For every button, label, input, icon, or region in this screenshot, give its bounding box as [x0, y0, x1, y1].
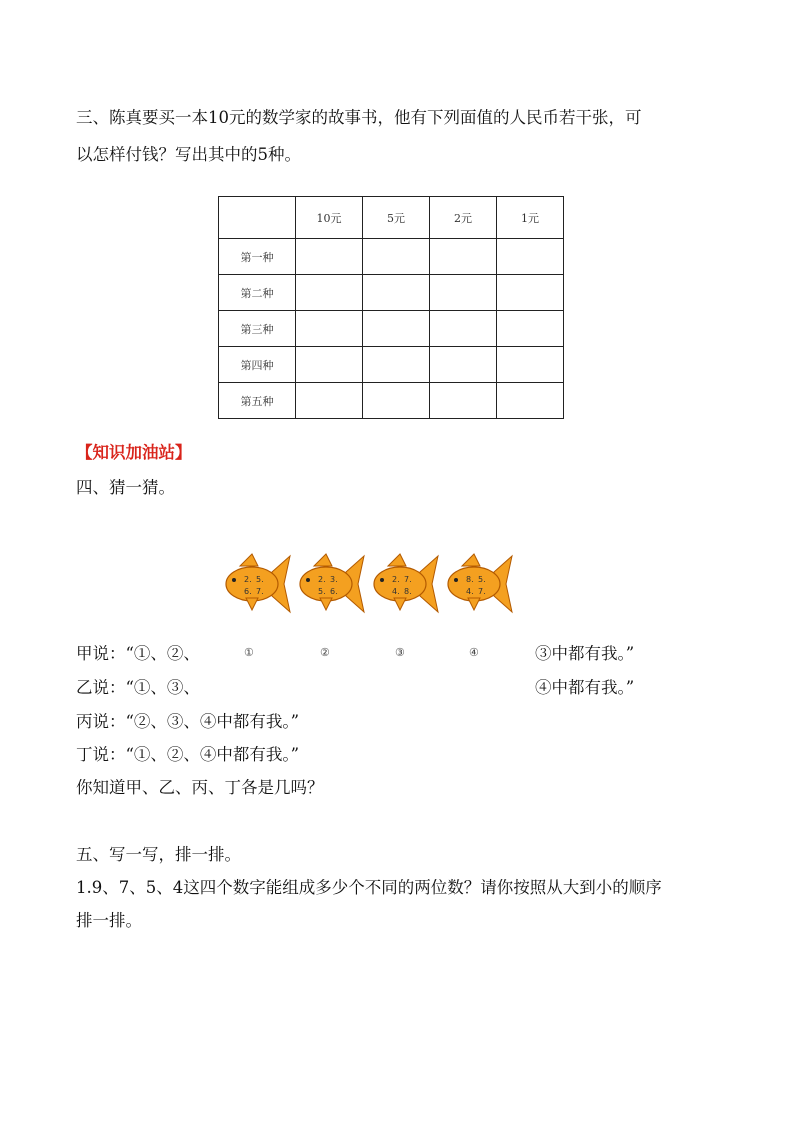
q5-text-line1: 1.9、7、5、4这四个数字能组成多少个不同的两位数？请你按照从大到小的顺序: [76, 878, 662, 897]
row-label: 第二种: [219, 275, 296, 311]
fish-number: 2.: [318, 575, 326, 584]
payment-table: [218, 196, 564, 419]
answer-cell[interactable]: [363, 275, 430, 311]
fish-number: 3.: [330, 575, 338, 584]
fish-3-icon: [370, 552, 440, 616]
table-row: [219, 311, 564, 347]
answer-cell[interactable]: [363, 383, 430, 419]
answer-cell[interactable]: [363, 311, 430, 347]
yi-statement-end: ④中都有我。”: [535, 678, 635, 697]
fish-number: 7.: [478, 587, 486, 596]
fish-number: 4.: [392, 587, 400, 596]
answer-cell[interactable]: [430, 239, 497, 275]
fish-number: 8.: [404, 587, 412, 596]
section-tag: 【知识加油站】: [76, 443, 192, 462]
fish-1-icon: [222, 552, 292, 616]
table-row: [219, 239, 564, 275]
fish-number: 6.: [330, 587, 338, 596]
q4-title: 四、猜一猜。: [76, 478, 175, 497]
q5-title: 五、写一写，排一排。: [76, 845, 241, 864]
answer-cell[interactable]: [497, 311, 564, 347]
q3-text-line1: 三、陈真要买一本10元的数学家的故事书，他有下列面值的人民币若干张，可: [76, 108, 642, 127]
fish-2-icon: [296, 552, 366, 616]
answer-cell[interactable]: [430, 275, 497, 311]
q4-question: 你知道甲、乙、丙、丁各是几吗？: [76, 778, 324, 797]
q3-text-line2: 以怎样付钱？写出其中的5种。: [76, 145, 301, 164]
table-row: [219, 275, 564, 311]
fish-number: 7.: [256, 587, 264, 596]
fish-label: ①: [244, 646, 254, 659]
fish-number: 5.: [318, 587, 326, 596]
table-header-cell: 1元: [497, 197, 564, 239]
q5-text-line2: 排一排。: [76, 911, 142, 930]
fish-label: ②: [320, 646, 330, 659]
answer-cell[interactable]: [296, 383, 363, 419]
answer-cell[interactable]: [430, 311, 497, 347]
answer-cell[interactable]: [363, 347, 430, 383]
answer-cell[interactable]: [497, 239, 564, 275]
answer-cell[interactable]: [430, 383, 497, 419]
table-header-cell: 2元: [430, 197, 497, 239]
fish-number: 2.: [244, 575, 252, 584]
fish-number: 8.: [466, 575, 474, 584]
row-label: 第四种: [219, 347, 296, 383]
table-row: [219, 347, 564, 383]
bing-statement: 丙说：“②、③、④中都有我。”: [76, 712, 300, 731]
answer-cell[interactable]: [363, 239, 430, 275]
fish-label: ④: [469, 646, 479, 659]
fish-number: 7.: [404, 575, 412, 584]
answer-cell[interactable]: [497, 347, 564, 383]
yi-statement-start: 乙说：“①、③、: [76, 678, 200, 697]
table-header-cell: [219, 197, 296, 239]
ding-statement: 丁说：“①、②、④中都有我。”: [76, 745, 300, 764]
fish-number: 6.: [244, 587, 252, 596]
table-row: [219, 383, 564, 419]
answer-cell[interactable]: [296, 239, 363, 275]
table-header-row: [219, 197, 564, 239]
answer-cell[interactable]: [296, 311, 363, 347]
fish-label: ③: [395, 646, 405, 659]
fish-number: 4.: [466, 587, 474, 596]
row-label: 第五种: [219, 383, 296, 419]
fish-number: 5.: [256, 575, 264, 584]
answer-cell[interactable]: [296, 347, 363, 383]
jia-statement-start: 甲说：“①、②、: [76, 644, 200, 663]
fish-number: 2.: [392, 575, 400, 584]
row-label: 第三种: [219, 311, 296, 347]
table-header-cell: 5元: [363, 197, 430, 239]
fish-number: 5.: [478, 575, 486, 584]
row-label: 第一种: [219, 239, 296, 275]
jia-statement-end: ③中都有我。”: [535, 644, 635, 663]
fish-4-icon: [444, 552, 514, 616]
answer-cell[interactable]: [497, 275, 564, 311]
answer-cell[interactable]: [497, 383, 564, 419]
answer-cell[interactable]: [296, 275, 363, 311]
answer-cell[interactable]: [430, 347, 497, 383]
table-header-cell: 10元: [296, 197, 363, 239]
